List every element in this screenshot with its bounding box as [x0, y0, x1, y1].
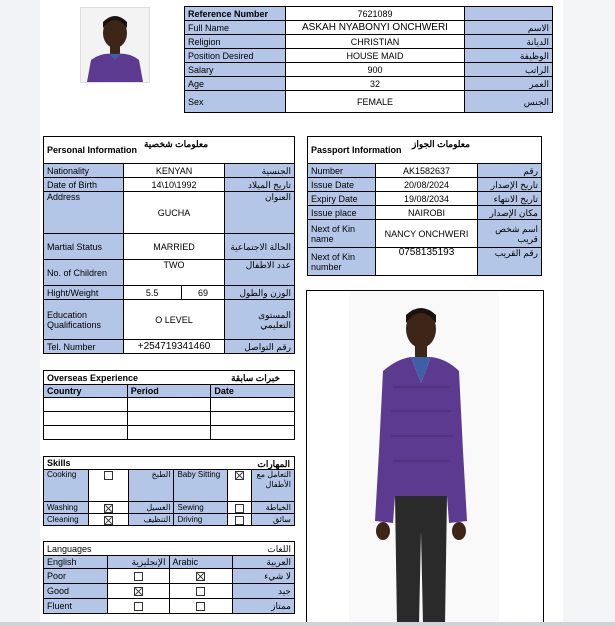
height-weight-label: Hight/Weight: [44, 286, 124, 300]
passport-number-label-ar: رقم: [478, 164, 542, 178]
small-photo: [80, 7, 150, 83]
table-row: [44, 569, 295, 584]
table-row: [44, 385, 295, 398]
position-value: HOUSE MAID: [285, 49, 464, 63]
cleaning-label-ar: التنظيف: [128, 514, 174, 526]
fluent-label-ar: ممتاز: [233, 599, 295, 614]
table-cell: [211, 412, 295, 426]
fluent-arabic-checkbox[interactable]: [196, 602, 205, 611]
page-margin-right: [563, 0, 615, 626]
children-label-ar: عدد الاطفال: [225, 260, 295, 286]
table-row: [44, 470, 295, 502]
table-row: [44, 371, 295, 385]
table-row: [44, 398, 295, 412]
table-row: [44, 426, 295, 440]
salary-label-ar: الراتب: [465, 63, 553, 77]
kin-number-label: Next of Kin number: [308, 248, 376, 276]
poor-label-ar: لا شيء: [233, 569, 295, 584]
languages-table: [43, 541, 295, 614]
tel-label: Tel. Number: [44, 340, 124, 354]
table-row: [44, 542, 295, 556]
cooking-checkbox[interactable]: [104, 471, 113, 480]
table-row: [44, 556, 295, 569]
sewing-label-ar: الخياطة: [252, 502, 295, 514]
kin-number-value: 0758135193: [375, 248, 478, 276]
full-name-label-ar: الاسم: [465, 21, 553, 35]
table-cell: [127, 412, 211, 426]
table-row: [44, 164, 295, 178]
reference-label: Reference Number: [185, 7, 286, 21]
passport-number-value: AK1582637: [375, 164, 478, 178]
header-table: [184, 6, 553, 113]
education-label-ar: المستوى التعليمي: [225, 300, 295, 340]
dob-label: Date of Birth: [44, 178, 124, 192]
age-label-ar: العمر: [465, 77, 553, 91]
overseas-table: [43, 370, 295, 440]
english-header-ar: الإنجليزية: [107, 556, 169, 569]
table-row: [308, 178, 542, 192]
issue-place-value: NAIROBI: [375, 206, 478, 220]
fluent-arabic-cell: [169, 599, 233, 614]
table-cell: [44, 426, 128, 440]
table-row: [44, 457, 295, 470]
tel-value: +254719341460: [123, 340, 225, 354]
table-cell: [211, 398, 295, 412]
personal-info-heading: [44, 137, 295, 164]
good-arabic-cell: [169, 584, 233, 599]
page-edge: [0, 622, 615, 626]
arabic-header-ar: العربية: [233, 556, 295, 569]
washing-checkbox[interactable]: [104, 504, 113, 513]
passport-info-table: [307, 136, 542, 276]
height-value: 5.5: [123, 286, 181, 300]
religion-label: Religion: [185, 35, 286, 49]
marital-label-ar: الحالة الاجتماعية: [225, 234, 295, 260]
marital-label: Martial Status: [44, 234, 124, 260]
cleaning-checkbox[interactable]: [104, 516, 113, 525]
country-column-header: Country: [44, 385, 128, 398]
skills-table: [43, 456, 295, 526]
kin-name-value: NANCY ONCHWERI: [375, 220, 478, 248]
table-row: [308, 248, 542, 276]
dob-value: 14\10\1992: [123, 178, 225, 192]
kin-name-label: Next of Kin name: [308, 220, 376, 248]
tel-label-ar: رقم التواصل: [225, 340, 295, 354]
skills-title-ar: المهارات: [257, 459, 290, 469]
good-label-ar: جيد: [233, 584, 295, 599]
sex-label: Sex: [185, 91, 286, 113]
religion-label-ar: الديانة: [465, 35, 553, 49]
table-row: [308, 137, 542, 164]
passport-info-title-ar: معلومات الجواز: [412, 139, 470, 149]
full-body-photo: [306, 290, 544, 626]
kin-name-label-ar: اسم شخص قريب: [478, 220, 542, 248]
baby-sitting-cell: [228, 470, 252, 502]
children-label: No. of Children: [44, 260, 124, 286]
table-row: [44, 584, 295, 599]
overseas-title-ar: خبرات سابقة: [231, 373, 280, 383]
children-value: TWO: [123, 260, 225, 286]
table-row: [44, 192, 295, 234]
table-row: [44, 514, 295, 526]
english-header: English: [44, 556, 108, 569]
table-row: [185, 63, 553, 77]
table-row: [185, 7, 553, 21]
table-row: [308, 192, 542, 206]
address-label: Address: [44, 192, 124, 234]
table-row: [44, 178, 295, 192]
page-margin-left: [0, 0, 40, 626]
expiry-date-label-ar: تاريخ الانتهاء: [478, 192, 542, 206]
full-name-value: ASKAH NYABONYI ONCHWERI: [285, 21, 464, 35]
table-row: [185, 91, 553, 113]
good-english-cell: [107, 584, 169, 599]
table-row: [185, 35, 553, 49]
fluent-english-checkbox[interactable]: [134, 602, 143, 611]
table-row: [308, 206, 542, 220]
sewing-label: Sewing: [174, 502, 228, 514]
sewing-checkbox[interactable]: [235, 504, 244, 513]
table-row: [44, 234, 295, 260]
poor-label: Poor: [44, 569, 108, 584]
cooking-label-ar: الطبخ: [128, 470, 174, 502]
dob-label-ar: تاريخ الميلاد: [225, 178, 295, 192]
table-row: [44, 412, 295, 426]
nationality-label: Nationality: [44, 164, 124, 178]
table-row: [44, 340, 295, 354]
good-label: Good: [44, 584, 108, 599]
table-row: [185, 77, 553, 91]
sex-label-ar: الجنس: [465, 91, 553, 113]
full-name-label: Full Name: [185, 21, 286, 35]
washing-label: Washing: [44, 502, 89, 514]
poor-arabic-checkbox[interactable]: [196, 572, 205, 581]
cooking-label: Cooking: [44, 470, 89, 502]
passport-number-label: Number: [308, 164, 376, 178]
cooking-cell: [88, 470, 128, 502]
table-row: [44, 260, 295, 286]
height-weight-label-ar: الوزن والطول: [225, 286, 295, 300]
table-row: [44, 286, 295, 300]
table-row: [308, 164, 542, 178]
table-row: [308, 220, 542, 248]
expiry-date-value: 19/08/2034: [375, 192, 478, 206]
driving-label: Driving: [174, 514, 228, 526]
cleaning-cell: [88, 514, 128, 526]
religion-value: CHRISTIAN: [285, 35, 464, 49]
arabic-header: Arabic: [169, 556, 233, 569]
reference-value: 7621089: [285, 7, 464, 21]
position-label: Position Desired: [185, 49, 286, 63]
baby-sitting-checkbox[interactable]: [235, 471, 244, 480]
personal-info-title-ar: معلومات شخصية: [143, 139, 209, 149]
table-row: [185, 21, 553, 35]
fluent-label: Fluent: [44, 599, 108, 614]
driving-cell: [228, 514, 252, 526]
baby-sitting-label: Baby Sitting: [174, 470, 228, 502]
driving-checkbox[interactable]: [235, 516, 244, 525]
washing-cell: [88, 502, 128, 514]
expiry-date-label: Expiry Date: [308, 192, 376, 206]
fluent-english-cell: [107, 599, 169, 614]
education-value: O LEVEL: [123, 300, 225, 340]
weight-value: 69: [181, 286, 225, 300]
education-label: Education Qualifications: [44, 300, 124, 340]
passport-info-title: Passport Information: [311, 145, 402, 155]
table-row: [44, 502, 295, 514]
issue-date-label: Issue Date: [308, 178, 376, 192]
overseas-heading: [44, 371, 295, 385]
sewing-cell: [228, 502, 252, 514]
poor-arabic-cell: [169, 569, 233, 584]
table-cell: [127, 426, 211, 440]
date-column-header: Date: [211, 385, 295, 398]
salary-label: Salary: [185, 63, 286, 77]
poor-english-cell: [107, 569, 169, 584]
marital-value: MARRIED: [123, 234, 225, 260]
good-english-checkbox[interactable]: [134, 587, 143, 596]
nationality-value: KENYAN: [123, 164, 225, 178]
age-value: 32: [285, 77, 464, 91]
overseas-title: Overseas Experience: [47, 372, 139, 383]
issue-place-label: Issue place: [308, 206, 376, 220]
issue-date-label-ar: تاريخ الإصدار: [478, 178, 542, 192]
languages-title-ar: اللغات: [169, 542, 294, 556]
table-cell: [211, 426, 295, 440]
table-row: [44, 137, 295, 164]
baby-sitting-label-ar: التعامل مع الأطفال: [252, 470, 295, 502]
issue-place-label-ar: مكان الإصدار: [478, 206, 542, 220]
languages-title: Languages: [44, 542, 170, 556]
kin-number-label-ar: رقم القريب: [478, 248, 542, 276]
skills-title: Skills: [47, 458, 71, 468]
table-row: [44, 599, 295, 614]
issue-date-value: 20/08/2024: [375, 178, 478, 192]
position-label-ar: الوظيفة: [465, 49, 553, 63]
washing-label-ar: الغسيل: [128, 502, 174, 514]
sex-value: FEMALE: [285, 91, 464, 113]
skills-heading: [44, 457, 295, 470]
table-cell: [44, 398, 128, 412]
table-cell: [127, 398, 211, 412]
passport-info-heading: [308, 137, 542, 164]
table-row: [185, 49, 553, 63]
table-cell: [44, 412, 128, 426]
age-label: Age: [185, 77, 286, 91]
poor-english-checkbox[interactable]: [134, 572, 143, 581]
reference-label-ar: [465, 7, 553, 21]
address-label-ar: العنوان: [225, 192, 295, 234]
personal-info-title: Personal Information: [47, 145, 138, 155]
address-value: GUCHA: [123, 192, 225, 234]
personal-info-table: [43, 136, 295, 354]
nationality-label-ar: الجنسية: [225, 164, 295, 178]
driving-label-ar: سائق: [252, 514, 295, 526]
salary-value: 900: [285, 63, 464, 77]
cleaning-label: Cleaning: [44, 514, 89, 526]
table-row: [44, 300, 295, 340]
good-arabic-checkbox[interactable]: [196, 587, 205, 596]
period-column-header: Period: [127, 385, 211, 398]
